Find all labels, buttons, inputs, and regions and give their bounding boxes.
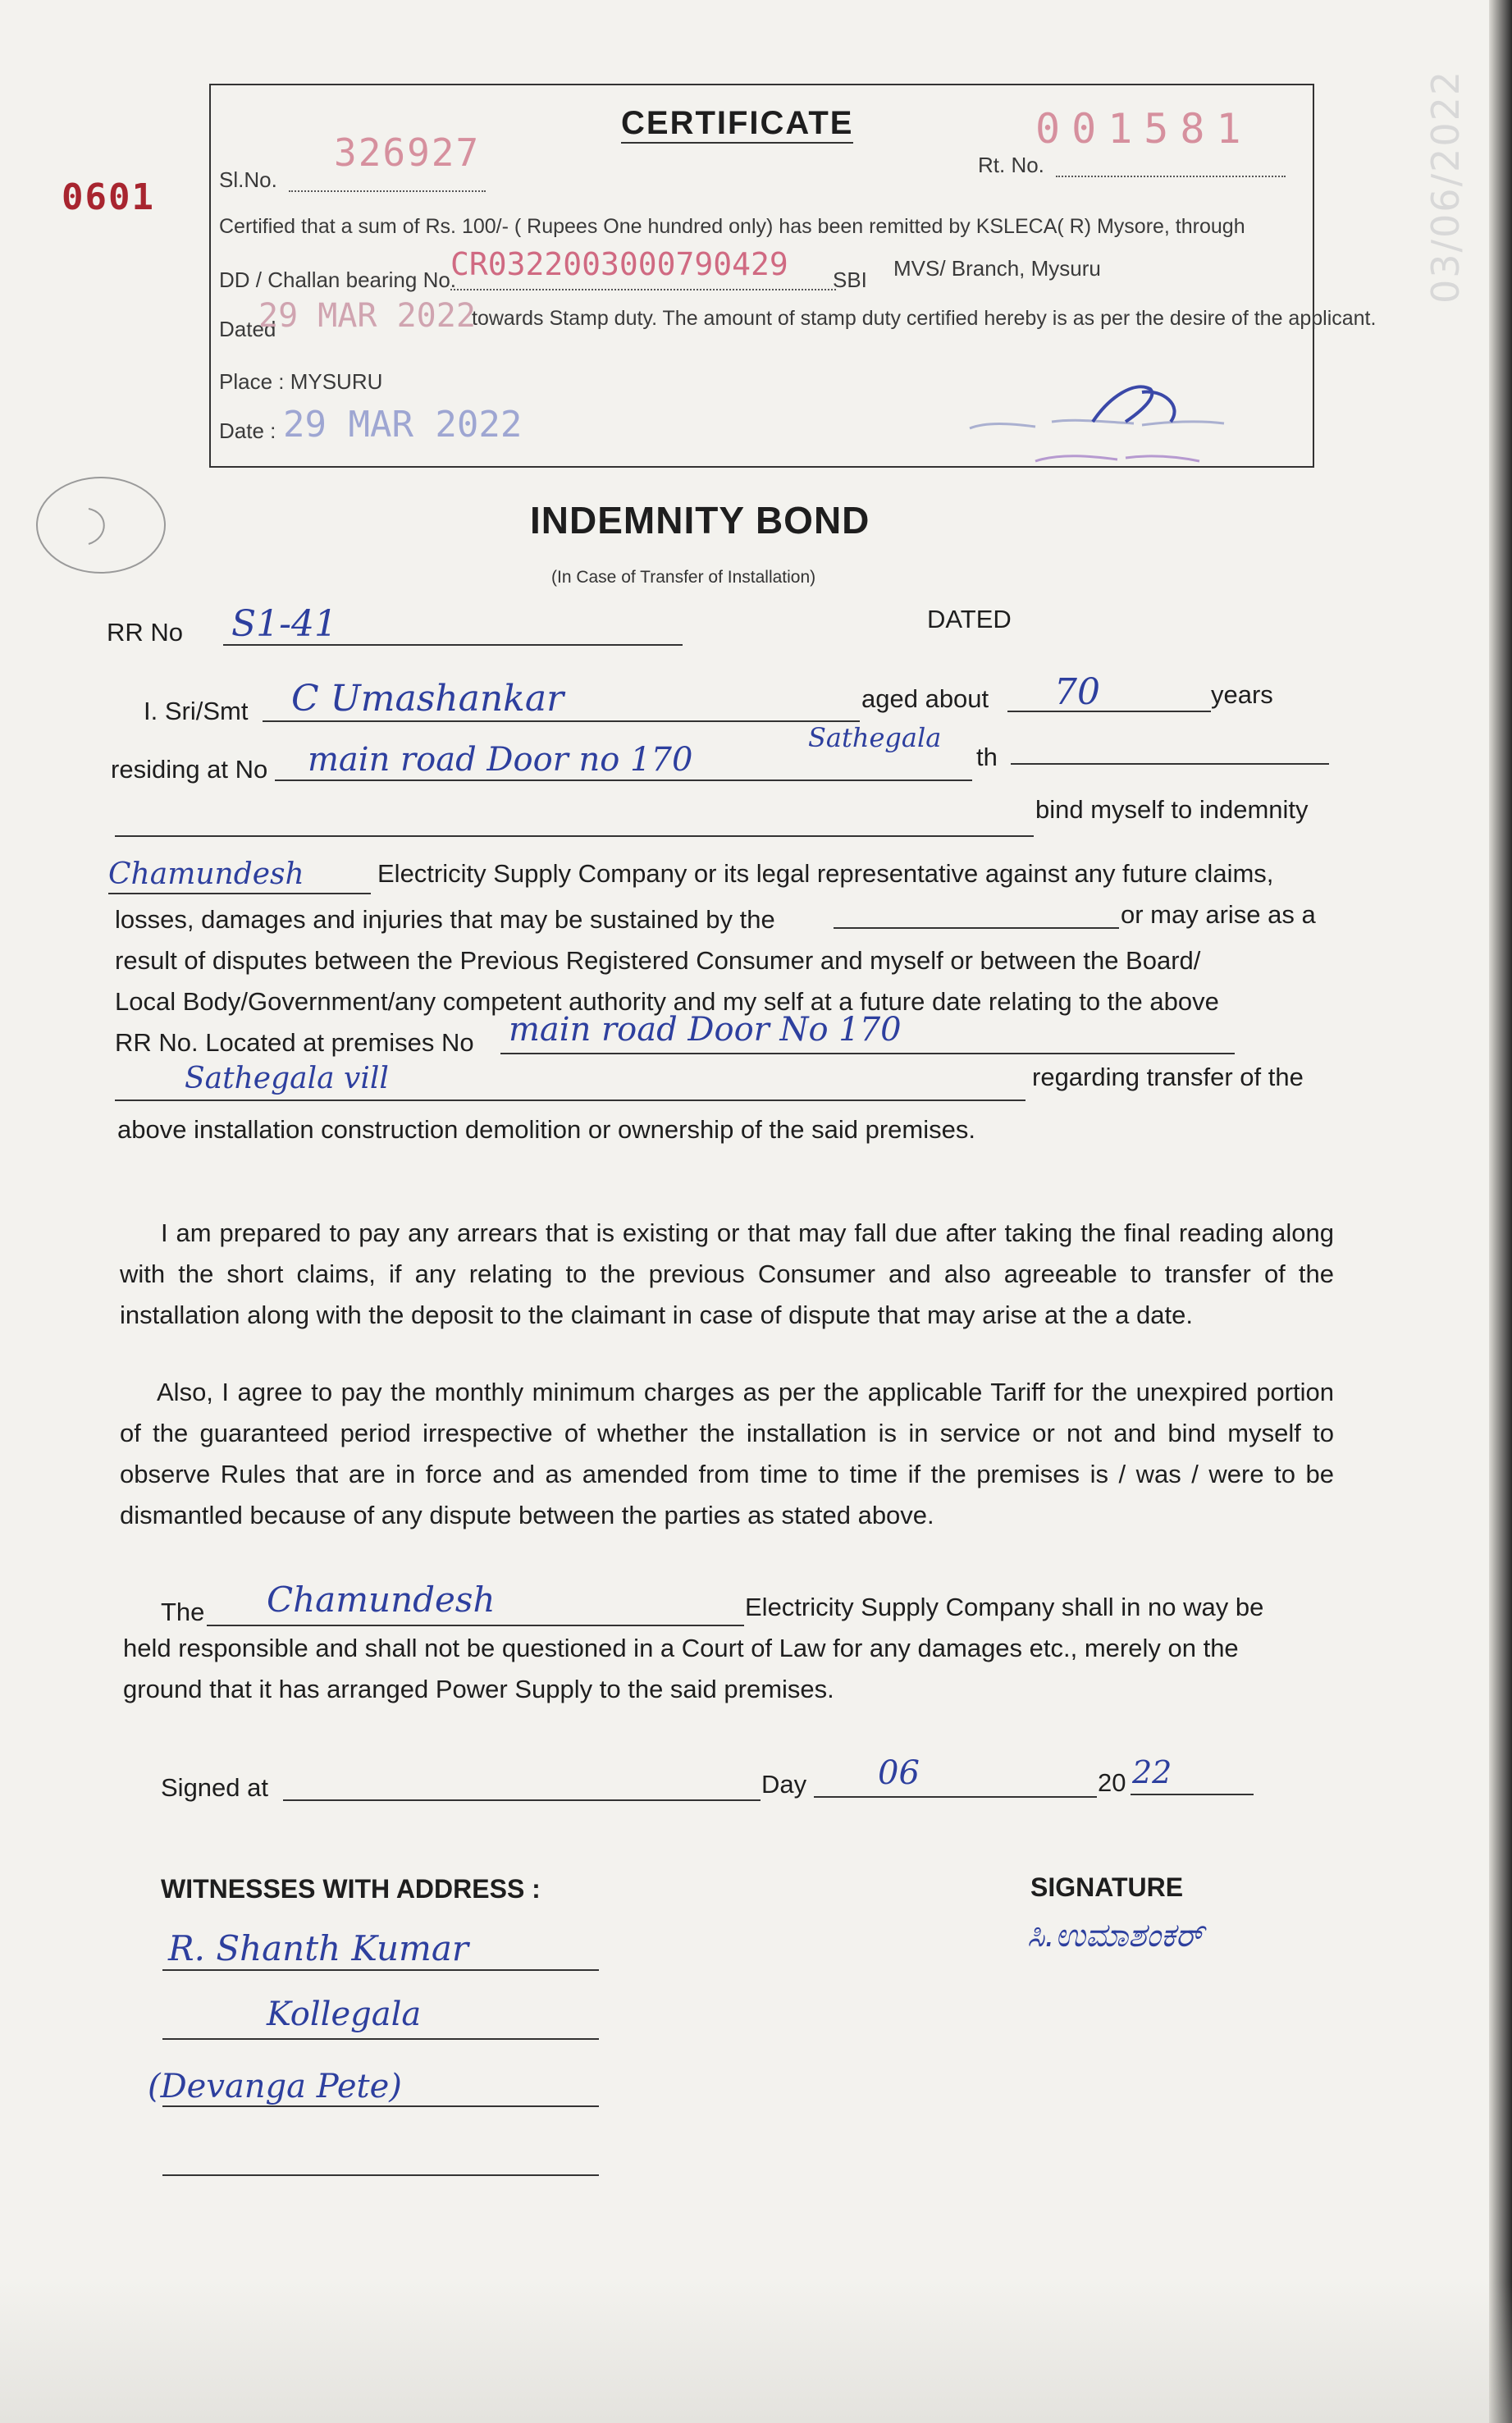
rr-value: S1-41 <box>231 603 337 645</box>
date-value: 29 MAR 2022 <box>283 404 523 446</box>
applicant-signature: ಸಿ.ಉಮಾಶಂಕರ್ <box>1027 1917 1204 1954</box>
sl-no-value: 326927 <box>334 130 481 175</box>
residing-value: main road Door no 170 <box>308 741 693 779</box>
premises-label: RR No. Located at premises No <box>115 1028 474 1057</box>
rt-no-label: Rt. No. <box>978 153 1044 177</box>
circle-mark <box>31 472 171 578</box>
dated-value: 29 MAR 2022 <box>258 297 476 335</box>
residing-underline-2 <box>1011 763 1329 765</box>
regarding-text: regarding transfer of the <box>1032 1063 1304 1091</box>
line-result: result of disputes between the Previous Registered Consumer and myself or between the Board/ <box>115 946 1201 975</box>
sl-no-underline <box>289 190 486 192</box>
dd-underline <box>450 289 836 290</box>
year-underline <box>1131 1794 1254 1795</box>
photo-date-stamp: 03/06/2022 <box>1423 69 1468 304</box>
losses-underline <box>834 927 1119 929</box>
bond-subtitle: (In Case of Transfer of Installation) <box>551 568 816 587</box>
sri-value: C Umashankar <box>291 678 564 720</box>
years-label: years <box>1211 680 1273 709</box>
page-bottom-shade <box>0 2281 1512 2423</box>
official-signature-stamp <box>953 364 1298 479</box>
witness-underline-2 <box>162 2038 599 2040</box>
aged-value: 70 <box>1054 671 1100 713</box>
dd-value: CR0322003000790429 <box>450 246 788 282</box>
the-rest: Electricity Supply Company shall in no way be <box>745 1593 1264 1621</box>
paragraph-tariff: Also, I agree to pay the monthly minimum charges as per the applicable Tariff for the unexpired portion of the guaranteed period irrespective of whether the installation is in service or not and bind myself to observe Rules that are in force and as amended from time to time if the premises is / was / were to be dismantled because of any dispute between the parties as stated above. <box>120 1378 1334 1529</box>
dated-label: Dated <box>219 317 276 341</box>
witness-underline-1 <box>162 1969 599 1971</box>
sri-underline <box>263 720 860 722</box>
premises-value: main road Door No 170 <box>509 1011 902 1049</box>
date-label: Date : <box>219 418 276 443</box>
residing-label: residing at No <box>111 755 268 784</box>
witnesses-label: WITNESSES WITH ADDRESS : <box>161 1874 541 1904</box>
aged-label: aged about <box>861 684 989 713</box>
witness-line-2: Kollegala <box>267 1996 422 2033</box>
residing-suffix: th <box>976 743 998 771</box>
page-edge-shadow <box>1489 0 1512 2423</box>
sl-no-label: Sl.No. <box>219 167 277 192</box>
line-losses-end: or may arise as a <box>1121 900 1316 929</box>
premises-underline <box>500 1053 1235 1054</box>
day-underline <box>814 1796 1097 1798</box>
paragraph-court-line-2: held responsible and shall not be questioned in a Court of Law for any damages etc., merely on the <box>123 1634 1239 1662</box>
witness-line-1: R. Shanth Kumar <box>168 1928 468 1968</box>
signed-label: Signed at <box>161 1773 268 1802</box>
residing-value-2: Sathegala <box>808 722 942 753</box>
the-value: Chamundesh <box>267 1580 496 1620</box>
above-text: above installation construction demolition or ownership of the said premises. <box>117 1115 975 1144</box>
bond-title: INDEMNITY BOND <box>530 499 870 542</box>
dd-label: DD / Challan bearing No. <box>219 267 457 292</box>
company-value: Chamundesh <box>108 857 304 891</box>
company-underline <box>108 893 371 894</box>
year-prefix: 20 <box>1098 1768 1126 1797</box>
rt-no-underline <box>1056 176 1286 177</box>
rr-label: RR No <box>107 618 184 647</box>
line-company: Electricity Supply Company or its legal representative against any future claims, <box>377 859 1274 888</box>
residing-underline <box>275 779 972 781</box>
line-local: Local Body/Government/any competent authority and my self at a future date relating to the above <box>115 987 1219 1016</box>
the-label: The <box>161 1598 205 1626</box>
the-underline <box>207 1625 744 1626</box>
signature-label: SIGNATURE <box>1030 1872 1184 1902</box>
premises-underline-2 <box>115 1099 1026 1101</box>
signed-underline <box>283 1799 761 1801</box>
certificate-title: CERTIFICATE <box>621 105 853 144</box>
certificate-line-1: Certified that a sum of Rs. 100/- ( Rupees One hundred only) has been remitted by KSLECA( R) Mysore, through <box>219 215 1245 238</box>
bind-text: bind myself to indemnity <box>1035 795 1309 824</box>
stamp-certificate-box <box>209 84 1377 468</box>
witness-line-3: (Devanga Pete) <box>148 2068 402 2105</box>
day-label: Day <box>761 1770 807 1799</box>
witness-underline-3 <box>162 2105 599 2107</box>
sbi-label: SBI <box>833 267 867 292</box>
day-value: 06 <box>878 1754 920 1792</box>
place-text: Place : MYSURU <box>219 369 383 394</box>
margin-stamp-number: 0601 <box>62 176 155 218</box>
sri-label: I. Sri/Smt <box>144 697 249 725</box>
year-value: 22 <box>1132 1754 1172 1790</box>
rt-no-value: 001581 <box>1035 105 1253 153</box>
dated-rest: towards Stamp duty. The amount of stamp duty certified hereby is as per the desire of the applicant. <box>472 307 1377 330</box>
paragraph-arrears: I am prepared to pay any arrears that is existing or that may fall due after taking the final reading along with the short claims, if any relating to the previous Consumer and also agreeable to transfer of the installation along with the deposit to the claimant in case of dispute that may arise at the a date. <box>120 1218 1334 1329</box>
aged-underline <box>1007 711 1211 712</box>
dated-label: DATED <box>927 605 1012 633</box>
witness-underline-4 <box>162 2174 599 2176</box>
line-losses: losses, damages and injuries that may be sustained by the <box>115 905 775 934</box>
paragraph-court-line-3: ground that it has arranged Power Supply to the said premises. <box>123 1675 834 1703</box>
premises-value-2: Sathegala vill <box>185 1062 389 1095</box>
branch-text: MVS/ Branch, Mysuru <box>893 256 1101 281</box>
bind-underline <box>115 835 1034 837</box>
